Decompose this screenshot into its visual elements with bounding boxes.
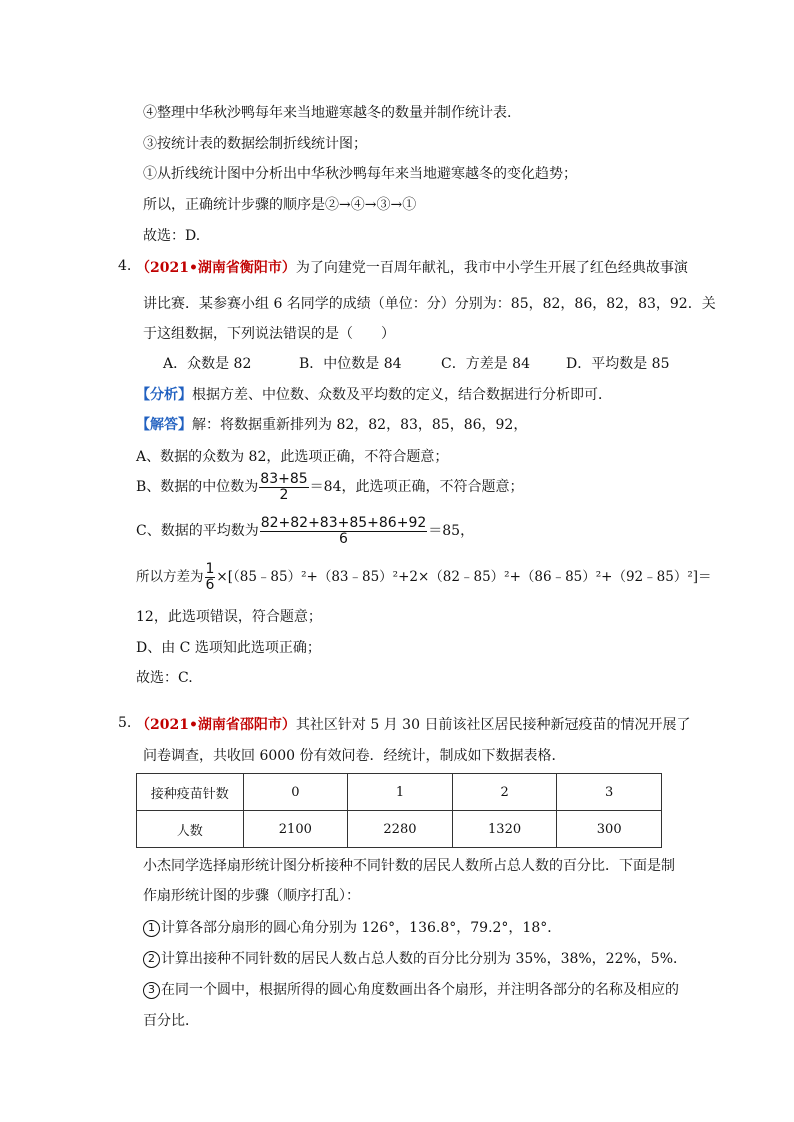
table-cell: 2100: [243, 811, 348, 848]
a-line: A、数据的众数为 82，此选项正确，不符合题意；: [136, 449, 449, 465]
circled-number-3: 3: [143, 982, 160, 999]
circled-number-2: 2: [143, 951, 160, 968]
stem-text-3: 于这组数据，下列说法错误的是（ ）: [143, 326, 395, 342]
table-cell: 1320: [452, 811, 557, 848]
analysis-line: [136, 385, 612, 405]
table-cell: 2280: [348, 811, 453, 848]
choose-c-line: 故选：C.: [136, 670, 193, 686]
d-line: D、由 C 选项知此选项正确；: [136, 640, 321, 656]
step-line-1: ①从折线统计图中分析出中华秋沙鸭每年来当地避寒越冬的变化趋势；: [143, 166, 577, 182]
table-cell: 人数: [137, 811, 244, 848]
mean-denominator: 6: [339, 530, 348, 547]
table-cell: 300: [557, 811, 662, 848]
choose-line: 故选：D.: [143, 228, 201, 244]
variance-prefix: 所以方差为: [136, 569, 204, 585]
stem-5-text-2: 问卷调查，共收回 6000 份有效问卷．经统计，制成如下数据表格．: [143, 748, 566, 764]
median-fraction: [259, 472, 308, 503]
b-suffix: ＝84，此选项正确，不符合题意；: [309, 479, 524, 495]
pie-step-3-continued: 百分比．: [143, 1013, 199, 1029]
analysis-text: 根据方差、中位数、众数及平均数的定义，结合数据进行分析即可．: [192, 387, 612, 403]
option-d: D．平均数是 85: [566, 356, 670, 372]
table-cell: 接种疫苗针数: [137, 774, 244, 811]
step-line-4: ④整理中华秋沙鸭每年来当地避寒越冬的数量并制作统计表.: [143, 105, 512, 121]
stem-text: 为了向建党一百周年献礼，我市中小学生开展了红色经典故事演: [295, 260, 688, 276]
variance-result: 12，此选项错误，符合题意；: [136, 609, 322, 625]
table-row: [137, 811, 662, 848]
variance-numerator: 1: [205, 561, 215, 577]
table-cell: 1: [348, 774, 453, 811]
source-tag: （2021•湖南省衡阳市）: [136, 260, 296, 276]
mean-fraction: [260, 516, 428, 547]
b-line: [136, 470, 523, 504]
answer-line: [136, 415, 527, 435]
table-cell: 3: [557, 774, 662, 811]
table-cell: 2: [452, 774, 557, 811]
source-tag-5: （2021•湖南省邵阳市）: [136, 717, 296, 733]
question-number: 4.: [118, 258, 132, 274]
answer-text: 解：将数据重新排列为 82，82，83，85，86，92，: [192, 417, 528, 433]
step-line-3: ③按统计表的数据绘制折线统计图；: [143, 136, 367, 152]
question-number-5: 5.: [118, 715, 132, 731]
option-b: B．中位数是 84: [299, 356, 402, 372]
circled-number-1: 1: [143, 920, 160, 937]
variance-line: [136, 560, 712, 594]
variance-fraction: [205, 562, 216, 593]
median-numerator: 83+85: [260, 470, 308, 487]
stem-5-text: 其社区针对 5 月 30 日前该社区居民接种新冠疫苗的情况开展了: [295, 717, 691, 733]
mean-numerator: 82+82+83+85+86+92: [260, 514, 427, 531]
pie-step-3: [143, 980, 679, 1000]
vaccine-table: [136, 773, 662, 848]
pie-step-1: [143, 918, 561, 938]
after-table-1: 小杰同学选择扇形统计图分析接种不同针数的居民人数所占总人数的百分比．下面是制: [143, 858, 675, 874]
variance-denominator: 6: [205, 577, 215, 593]
question-5-stem: [136, 715, 690, 735]
pie-step-3-text: 在同一个圆中，根据所得的圆心角度数画出各个扇形，并注明各部分的名称及相应的: [161, 982, 679, 998]
option-a: A．众数是 82: [163, 356, 252, 372]
analysis-tag: 【分析】: [136, 387, 192, 403]
pie-step-2: [143, 949, 687, 969]
question-stem: [136, 258, 688, 278]
after-table-2: 作扇形统计图的步骤（顺序打乱）：: [143, 888, 360, 904]
c-suffix: ＝85，: [428, 523, 475, 539]
answer-tag: 【解答】: [136, 417, 192, 433]
pie-step-2-text: 计算出接种不同针数的居民人数占总人数的百分比分别为 35%，38%，22%，5%．: [161, 951, 688, 967]
pie-step-1-text: 计算各部分扇形的圆心角分别为 126°，136.8°，79.2°，18°．: [161, 920, 562, 936]
table-header-row: [137, 774, 662, 811]
variance-formula: ×[（85﹣85）²+（83﹣85）²+2×（82﹣85）²+（86﹣85）²+（92﹣85）²]＝: [216, 569, 712, 585]
c-prefix: C、数据的平均数为: [136, 523, 259, 539]
option-c: C．方差是 84: [441, 356, 530, 372]
b-prefix: B、数据的中位数为: [136, 479, 259, 495]
stem-text-2: 讲比赛．某参赛小组 6 名同学的成绩（单位：分）分别为：85，82，86，82，83，92．关: [143, 296, 716, 312]
median-denominator: 2: [279, 486, 289, 503]
c-line: [136, 514, 474, 548]
table-cell: 0: [243, 774, 348, 811]
step-order-line: 所以，正确统计步骤的顺序是②→④→③→①: [143, 197, 417, 213]
